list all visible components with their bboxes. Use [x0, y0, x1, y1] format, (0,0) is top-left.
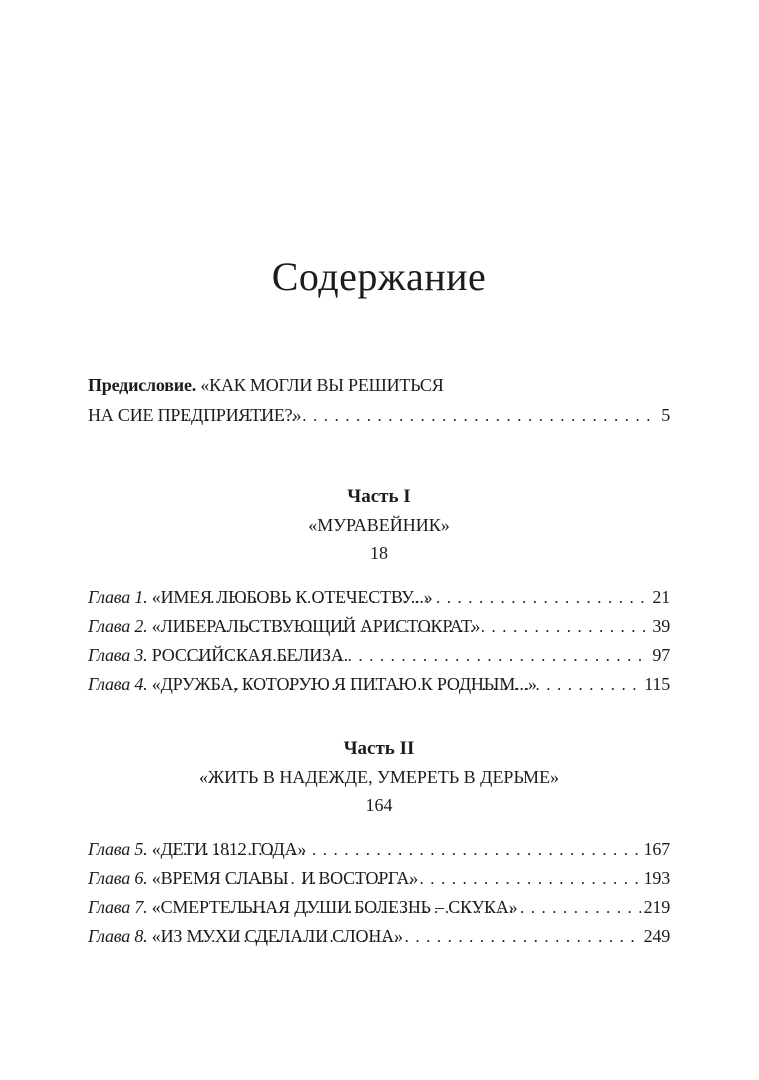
chapter-row: [88, 835, 670, 864]
part-2-heading-block: [88, 735, 670, 819]
chapter-title: «ИМЕЯ ЛЮБОВЬ К ОТЕЧЕСТВУ...»: [151, 587, 433, 607]
chapter-text: [88, 612, 481, 641]
chapter-page-number: 21: [652, 587, 670, 607]
part-2-chapters: [88, 835, 670, 951]
chapter-page-number: 97: [652, 645, 670, 665]
chapter-title: «ДЕТИ 1812 ГОДА»: [151, 839, 307, 859]
preface-line-1: [88, 370, 670, 400]
chapter-label: Глава 2.: [88, 616, 148, 636]
chapter-row: [88, 583, 670, 612]
chapter-title: РОССИЙСКАЯ БЕЛИЗА.: [151, 645, 348, 665]
chapter-title: «ЛИБЕРАЛЬСТВУЮЩИЙ АРИСТОКРАТ»: [151, 616, 481, 636]
chapter-page-number: 39: [652, 616, 670, 636]
chapter-text: [88, 893, 518, 922]
preface-page-number: 5: [661, 405, 670, 425]
dot-leader: [205, 864, 641, 893]
preface-label: Предисловие.: [88, 375, 197, 395]
chapter-row: [88, 670, 670, 699]
chapter-label: Глава 4.: [88, 674, 148, 694]
part-1-subtitle: «МУРАВЕЙНИК»: [308, 515, 450, 535]
chapter-page-number: 193: [643, 868, 670, 888]
chapter-title: «ДРУЖБА, КОТОРУЮ Я ПИТАЮ К РОДНЫМ...»: [151, 674, 537, 694]
part-1-page-number: 18: [370, 543, 388, 563]
part-1-heading: Часть I: [347, 486, 411, 507]
chapter-page-number: 249: [643, 926, 670, 946]
dot-leader: [223, 612, 650, 641]
dot-leader: [172, 835, 640, 864]
chapter-label: Глава 7.: [88, 897, 148, 917]
part-1-chapters: [88, 583, 670, 699]
chapter-text: [88, 670, 537, 699]
part-2-subtitle: «ЖИТЬ В НАДЕЖДЕ, УМЕРЕТЬ В ДЕРЬМЕ»: [198, 767, 560, 787]
chapter-page-number: 219: [643, 897, 670, 917]
chapter-page-number: 167: [643, 839, 670, 859]
preface-line-2: [88, 400, 670, 431]
chapter-text: [88, 641, 348, 670]
dot-leader: [186, 641, 649, 670]
chapter-label: Глава 3.: [88, 645, 148, 665]
chapter-label: Глава 8.: [88, 926, 148, 946]
chapter-label: Глава 1.: [88, 587, 148, 607]
preface-title-line-1: «КАК МОГЛИ ВЫ РЕШИТЬСЯ: [200, 375, 444, 395]
chapter-text: [88, 835, 307, 864]
preface-title-line-2: НА СИЕ ПРЕДПРИЯТИЕ?»: [88, 405, 302, 425]
chapter-text: [88, 583, 433, 612]
chapter-title: «ВРЕМЯ СЛАВЫ И ВОСТОРГА»: [151, 868, 418, 888]
part-2-heading: Часть II: [343, 738, 415, 759]
chapter-row: [88, 641, 670, 670]
dot-leader: [200, 922, 640, 951]
dot-leader: [230, 893, 641, 922]
dot-leader: [173, 400, 658, 431]
chapter-text: [88, 922, 403, 951]
dot-leader: [210, 583, 649, 612]
chapter-title: «СМЕРТЕЛЬНАЯ ДУШИ БОЛЕЗНЬ – СКУКА»: [151, 897, 518, 917]
chapter-label: Глава 6.: [88, 868, 148, 888]
chapter-text: [88, 864, 418, 893]
chapter-row: [88, 864, 670, 893]
dot-leader: [235, 670, 642, 699]
chapter-row: [88, 922, 670, 951]
part-2-page-number: 164: [365, 795, 393, 815]
chapter-title: «ИЗ МУХИ СДЕЛАЛИ СЛОНА»: [151, 926, 403, 946]
chapter-page-number: 115: [644, 674, 670, 694]
chapter-row: [88, 612, 670, 641]
part-1-heading-block: [88, 483, 670, 567]
preface-entry: [88, 370, 670, 431]
chapter-label: Глава 5.: [88, 839, 148, 859]
page-title: Содержание: [271, 254, 487, 299]
chapter-row: [88, 893, 670, 922]
